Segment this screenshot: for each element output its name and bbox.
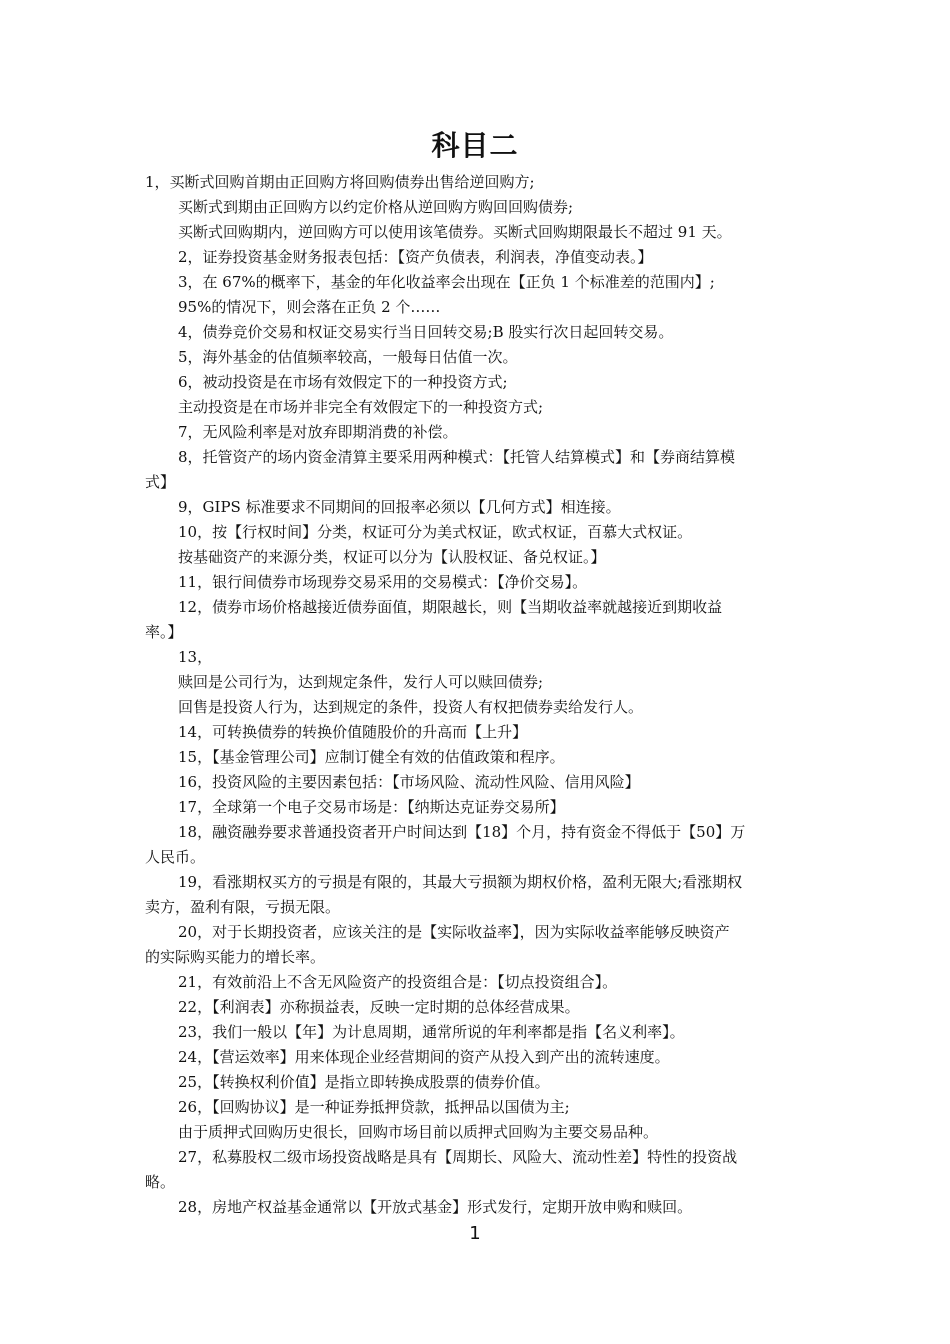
page-number: 1 <box>469 1223 481 1244</box>
text-line: 14，可转换债券的转换价值随股价的升高而【上升】 <box>178 723 528 741</box>
text-line: 22，【利润表】亦称损益表，反映一定时期的总体经营成果。 <box>178 998 580 1016</box>
text-line: 由于质押式回购历史很长，回购市场目前以质押式回购为主要交易品种。 <box>178 1123 659 1141</box>
text-line: 9，GIPS 标准要求不同期间的回报率必须以【几何方式】相连接。 <box>178 498 621 516</box>
text-line: 式】 <box>145 473 176 491</box>
text-line: 6，被动投资是在市场有效假定下的一种投资方式; <box>178 373 508 391</box>
text-line: 18，融资融券要求普通投资者开户时间达到【18】个月，持有资金不得低于【50】万 <box>178 823 746 841</box>
text-line: 27，私募股权二级市场投资战略是具有【周期长、风险大、流动性差】特性的投资战 <box>178 1148 738 1166</box>
text-line: 的实际购买能力的增长率。 <box>145 948 326 966</box>
text-line: 11，银行间债券市场现券交易采用的交易模式：【净价交易】。 <box>178 573 588 591</box>
text-line: 12，债券市场价格越接近债券面值，期限越长，则【当期收益率就越接近到期收益 <box>178 598 723 616</box>
text-line: 5，海外基金的估值频率较高，一般每日估值一次。 <box>178 348 518 366</box>
text-line: 21，有效前沿上不含无风险资产的投资组合是：【切点投资组合】。 <box>178 973 618 991</box>
text-line: 26，【回购协议】是一种证券抵押贷款，抵押品以国债为主; <box>178 1098 570 1116</box>
page-title: 科目二 <box>431 129 519 162</box>
text-line: 19，看涨期权买方的亏损是有限的，其最大亏损额为期权价格，盈利无限大;看涨期权 <box>178 873 743 891</box>
text-line: 24，【营运效率】用来体现企业经营期间的资产从投入到产出的流转速度。 <box>178 1048 670 1066</box>
text-line: 10，按【行权时间】分类，权证可分为美式权证，欧式权证，百慕大式权证。 <box>178 523 693 541</box>
text-line: 买断式到期由正回购方以约定价格从逆回购方购回回购债券; <box>178 198 574 216</box>
text-line: 13， <box>178 648 213 666</box>
text-line: 15，【基金管理公司】应制订健全有效的估值政策和程序。 <box>178 748 565 766</box>
text-line: 卖方，盈利有限，亏损无限。 <box>145 898 341 916</box>
text-line: 7，无风险利率是对放弃即期消费的补偿。 <box>178 423 458 441</box>
text-line: 人民币。 <box>145 848 206 866</box>
text-line: 回售是投资人行为，达到规定的条件，投资人有权把债券卖给发行人。 <box>178 698 644 716</box>
text-line: 3，在 67%的概率下，基金的年化收益率会出现在【正负 1 个标准差的范围内】; <box>178 273 715 291</box>
text-line: 买断式回购期内，逆回购方可以使用该笔债券。买断式回购期限最长不超过 91 天。 <box>178 223 732 241</box>
text-line: 率。】 <box>145 623 183 641</box>
text-line: 95%的情况下，则会落在正负 2 个…… <box>178 298 441 316</box>
text-line: 主动投资是在市场并非完全有效假定下的一种投资方式; <box>178 398 544 416</box>
text-line: 4，债券竞价交易和权证交易实行当日回转交易;B 股实行次日起回转交易。 <box>178 323 674 341</box>
text-line: 17，全球第一个电子交易市场是：【纳斯达克证券交易所】 <box>178 798 565 816</box>
text-line: 25，【转换权利价值】是指立即转换成股票的债券价值。 <box>178 1073 550 1091</box>
text-line: 赎回是公司行为，达到规定条件，发行人可以赎回债券; <box>178 673 544 691</box>
text-line: 2，证券投资基金财务报表包括：【资产负债表，利润表，净值变动表。】 <box>178 248 653 266</box>
text-line: 1，买断式回购首期由正回购方将回购债券出售给逆回购方; <box>145 173 535 191</box>
text-line: 23，我们一般以【年】为计息周期，通常所说的年利率都是指【名义利率】。 <box>178 1023 685 1041</box>
document-body <box>145 170 807 1220</box>
text-line: 28，房地产权益基金通常以【开放式基金】形式发行，定期开放申购和赎回。 <box>178 1198 693 1216</box>
text-line: 按基础资产的来源分类，权证可以分为【认股权证、备兑权证。】 <box>178 548 606 566</box>
text-line: 16，投资风险的主要因素包括：【市场风险、流动性风险、信用风险】 <box>178 773 640 791</box>
text-line: 20，对于长期投资者，应该关注的是【实际收益率】，因为实际收益率能够反映资产 <box>178 923 730 941</box>
text-line: 略。 <box>145 1173 176 1191</box>
text-line: 8，托管资产的场内资金清算主要采用两种模式：【托管人结算模式】和【券商结算模 <box>178 448 736 466</box>
